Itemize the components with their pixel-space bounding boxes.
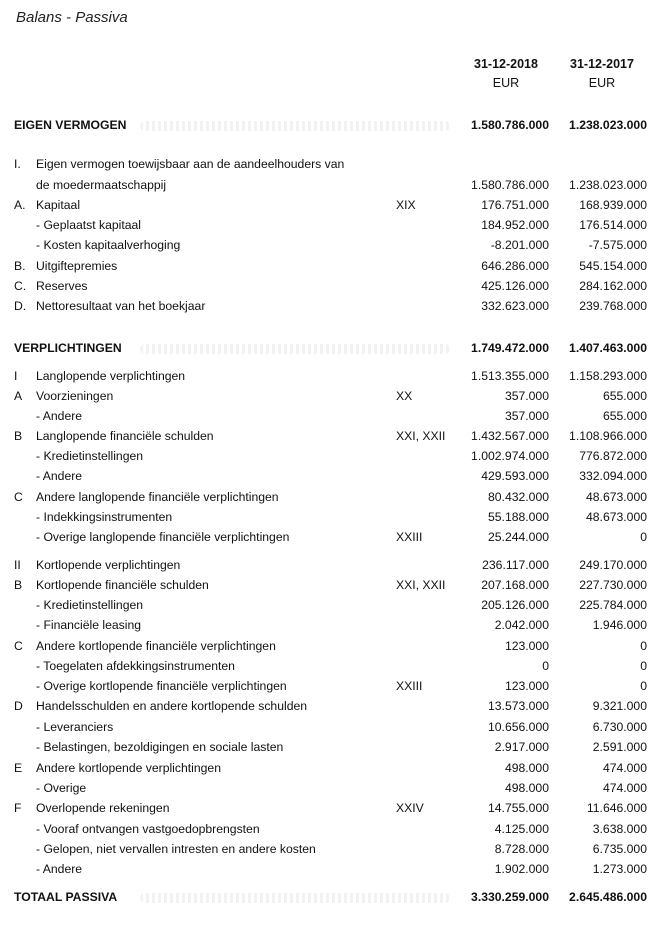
- value-2017: 545.154.000: [579, 259, 647, 273]
- table-row: [0, 367, 666, 386]
- value-2017: 0: [640, 659, 647, 673]
- value-2018: 205.126.000: [481, 598, 549, 612]
- row-note: XXIII: [396, 530, 423, 544]
- value-2018: 184.952.000: [481, 218, 549, 232]
- value-2018: 8.728.000: [494, 842, 549, 856]
- value-2017: 9.321.000: [592, 699, 647, 713]
- value-2017: 249.170.000: [579, 558, 647, 572]
- value-2017: 1.273.000: [592, 862, 647, 876]
- value-2018: 357.000: [504, 389, 549, 403]
- row-code: I: [14, 369, 18, 383]
- value-2018: 1.002.974.000: [471, 449, 549, 463]
- table-row: [0, 860, 666, 879]
- value-2018: 1.749.472.000: [471, 341, 549, 355]
- row-label: Kortlopende verplichtingen: [36, 558, 181, 572]
- scan-artifact: [140, 121, 450, 131]
- value-2017: 474.000: [602, 761, 647, 775]
- table-row: [0, 216, 666, 235]
- value-2018: 4.125.000: [494, 822, 549, 836]
- table-row: [0, 236, 666, 255]
- value-2017: 48.673.000: [586, 490, 647, 504]
- table-row: [0, 297, 666, 316]
- row-label: Langlopende verplichtingen: [36, 369, 186, 383]
- table-row: [0, 616, 666, 635]
- value-2017: 2.591.000: [592, 740, 647, 754]
- table-row: [0, 657, 666, 676]
- value-2017: 168.939.000: [579, 198, 647, 212]
- row-label: de moedermaatschappij: [36, 178, 167, 192]
- table-row: [0, 467, 666, 486]
- table-row: [0, 840, 666, 859]
- table-row: [0, 799, 666, 818]
- value-2017: 11.646.000: [586, 801, 647, 815]
- value-2017: 0: [640, 679, 647, 693]
- table-row: [0, 277, 666, 296]
- row-code: F: [14, 801, 22, 815]
- value-2018: 176.751.000: [481, 198, 549, 212]
- page-title: Balans - Passiva: [16, 9, 128, 26]
- row-code: D.: [14, 299, 27, 313]
- table-row: [0, 196, 666, 215]
- value-2017: 239.768.000: [579, 299, 647, 313]
- value-2018: 498.000: [504, 781, 549, 795]
- row-code: C: [14, 490, 23, 504]
- table-row: [0, 488, 666, 507]
- value-2017: 1.946.000: [592, 618, 647, 632]
- row-note: XX: [396, 389, 413, 403]
- column-unit: EUR: [588, 76, 616, 90]
- table-row: [0, 155, 666, 174]
- row-label: Eigen vermogen toewijsbaar aan de aandeelhouders van: [36, 157, 345, 171]
- table-row: [0, 387, 666, 406]
- value-2017: 474.000: [602, 781, 647, 795]
- value-2018: 25.244.000: [488, 530, 549, 544]
- row-label: Langlopende financiële schulden: [36, 429, 214, 443]
- value-2018: 0: [542, 659, 549, 673]
- column-unit: EUR: [492, 76, 520, 90]
- value-2018: 13.573.000: [488, 699, 549, 713]
- row-label: Uitgiftepremies: [36, 259, 118, 273]
- value-2018: 357.000: [504, 409, 549, 423]
- column-header-2018: [462, 55, 550, 93]
- row-code: D: [14, 699, 23, 713]
- value-2017: -7.575.000: [588, 238, 647, 252]
- table-row: [0, 176, 666, 195]
- value-2017: 176.514.000: [579, 218, 647, 232]
- row-code: E: [14, 761, 23, 775]
- section-row: [0, 339, 666, 358]
- row-code: B: [14, 429, 23, 443]
- row-note: XXIII: [396, 679, 423, 693]
- value-2017: 225.784.000: [579, 598, 647, 612]
- value-2018: 10.656.000: [488, 720, 549, 734]
- value-2018: 1.902.000: [494, 862, 549, 876]
- value-2017: 1.158.293.000: [569, 369, 647, 383]
- value-2018: 1.513.355.000: [471, 369, 549, 383]
- row-label: Kapitaal: [36, 198, 81, 212]
- scan-artifact: [140, 344, 450, 354]
- table-row: [0, 447, 666, 466]
- row-note: XXI, XXII: [396, 429, 446, 443]
- value-2017: 0: [640, 639, 647, 653]
- table-row: [0, 779, 666, 798]
- row-label: Overlopende rekeningen: [36, 801, 170, 815]
- table-row: [0, 637, 666, 656]
- row-label: - Gelopen, niet vervallen intresten en andere kosten: [36, 842, 316, 856]
- value-2018: 207.168.000: [481, 578, 549, 592]
- table-row: [0, 677, 666, 696]
- row-code: C: [14, 639, 23, 653]
- table-row: [0, 759, 666, 778]
- value-2018: 332.623.000: [481, 299, 549, 313]
- value-2018: 2.042.000: [494, 618, 549, 632]
- column-date: 31-12-2018: [474, 57, 538, 71]
- row-label: Reserves: [36, 279, 88, 293]
- value-2018: 2.917.000: [494, 740, 549, 754]
- value-2018: 498.000: [504, 761, 549, 775]
- value-2017: 48.673.000: [586, 510, 647, 524]
- table-row: [0, 596, 666, 615]
- row-label: - Toegelaten afdekkingsinstrumenten: [36, 659, 235, 673]
- value-2018: 236.117.000: [482, 558, 549, 572]
- value-2018: 425.126.000: [481, 279, 549, 293]
- row-code: C.: [14, 279, 27, 293]
- row-label: - Geplaatst kapitaal: [36, 218, 142, 232]
- table-row: [0, 697, 666, 716]
- table-row: [0, 576, 666, 595]
- row-label: TOTAAL PASSIVA: [14, 890, 118, 904]
- row-label: Handelsschulden en andere kortlopende schulden: [36, 699, 308, 713]
- value-2017: 1.407.463.000: [569, 341, 647, 355]
- table-row: [0, 257, 666, 276]
- section-row: [0, 116, 666, 135]
- value-2018: 80.432.000: [488, 490, 549, 504]
- value-2017: 776.872.000: [579, 449, 647, 463]
- value-2018: 14.755.000: [488, 801, 549, 815]
- value-2017: 227.730.000: [579, 578, 647, 592]
- value-2017: 2.645.486.000: [569, 890, 647, 904]
- value-2017: 1.108.966.000: [569, 429, 647, 443]
- row-code: B.: [14, 259, 26, 273]
- column-date: 31-12-2017: [570, 57, 634, 71]
- value-2018: 3.330.259.000: [471, 890, 549, 904]
- row-label: - Kosten kapitaalverhoging: [36, 238, 181, 252]
- value-2017: 1.238.023.000: [569, 178, 647, 192]
- row-label: - Belastingen, bezoldigingen en sociale lasten: [36, 740, 284, 754]
- value-2018: 429.593.000: [481, 469, 549, 483]
- row-label: - Vooraf ontvangen vastgoedopbrengsten: [36, 822, 260, 836]
- row-label: Andere langlopende financiële verplichtingen: [36, 490, 279, 504]
- row-label: - Andere: [36, 409, 83, 423]
- row-label: - Indekkingsinstrumenten: [36, 510, 173, 524]
- row-note: XXIV: [396, 801, 424, 815]
- value-2018: 1.580.786.000: [471, 178, 549, 192]
- row-label: VERPLICHTINGEN: [14, 341, 122, 355]
- value-2018: -8.201.000: [490, 238, 549, 252]
- scan-artifact: [140, 893, 450, 903]
- table-row: [0, 738, 666, 757]
- row-label: Andere kortlopende financiële verplichtingen: [36, 639, 276, 653]
- value-2017: 655.000: [602, 389, 647, 403]
- value-2017: 1.238.023.000: [569, 118, 647, 132]
- table-row: [0, 508, 666, 527]
- row-label: - Overige kortlopende financiële verplichtingen: [36, 679, 287, 693]
- row-label: - Financiële leasing: [36, 618, 142, 632]
- row-label: - Kredietinstellingen: [36, 598, 144, 612]
- value-2017: 6.735.000: [592, 842, 647, 856]
- row-code: A: [14, 389, 23, 403]
- value-2017: 0: [640, 530, 647, 544]
- row-note: XXI, XXII: [396, 578, 446, 592]
- section-row: [0, 888, 666, 907]
- row-label: EIGEN VERMOGEN: [14, 118, 127, 132]
- row-label: Nettoresultaat van het boekjaar: [36, 299, 206, 313]
- value-2018: 1.432.567.000: [471, 429, 549, 443]
- value-2017: 3.638.000: [592, 822, 647, 836]
- row-label: - Overige: [36, 781, 87, 795]
- table-row: [0, 528, 666, 547]
- value-2018: 646.286.000: [481, 259, 549, 273]
- row-label: - Overige langlopende financiële verplichtingen: [36, 530, 290, 544]
- row-code: B: [14, 578, 23, 592]
- value-2018: 123.000: [504, 679, 549, 693]
- row-code: I.: [14, 157, 21, 171]
- row-code: A.: [14, 198, 26, 212]
- table-row: [0, 718, 666, 737]
- table-row: [0, 820, 666, 839]
- table-row: [0, 407, 666, 426]
- row-label: - Leveranciers: [36, 720, 114, 734]
- value-2018: 123.000: [504, 639, 549, 653]
- row-label: Kortlopende financiële schulden: [36, 578, 209, 592]
- row-label: - Andere: [36, 862, 83, 876]
- row-note: XIX: [396, 198, 416, 212]
- value-2017: 6.730.000: [592, 720, 647, 734]
- table-row: [0, 427, 666, 446]
- row-label: - Kredietinstellingen: [36, 449, 144, 463]
- column-header-2017: [556, 55, 648, 93]
- row-label: - Andere: [36, 469, 83, 483]
- table-row: [0, 556, 666, 575]
- row-code: II: [14, 558, 21, 572]
- value-2017: 284.162.000: [579, 279, 647, 293]
- row-label: Andere kortlopende verplichtingen: [36, 761, 221, 775]
- row-label: Voorzieningen: [36, 389, 114, 403]
- value-2018: 1.580.786.000: [471, 118, 549, 132]
- value-2017: 655.000: [602, 409, 647, 423]
- value-2017: 332.094.000: [579, 469, 647, 483]
- value-2018: 55.188.000: [488, 510, 549, 524]
